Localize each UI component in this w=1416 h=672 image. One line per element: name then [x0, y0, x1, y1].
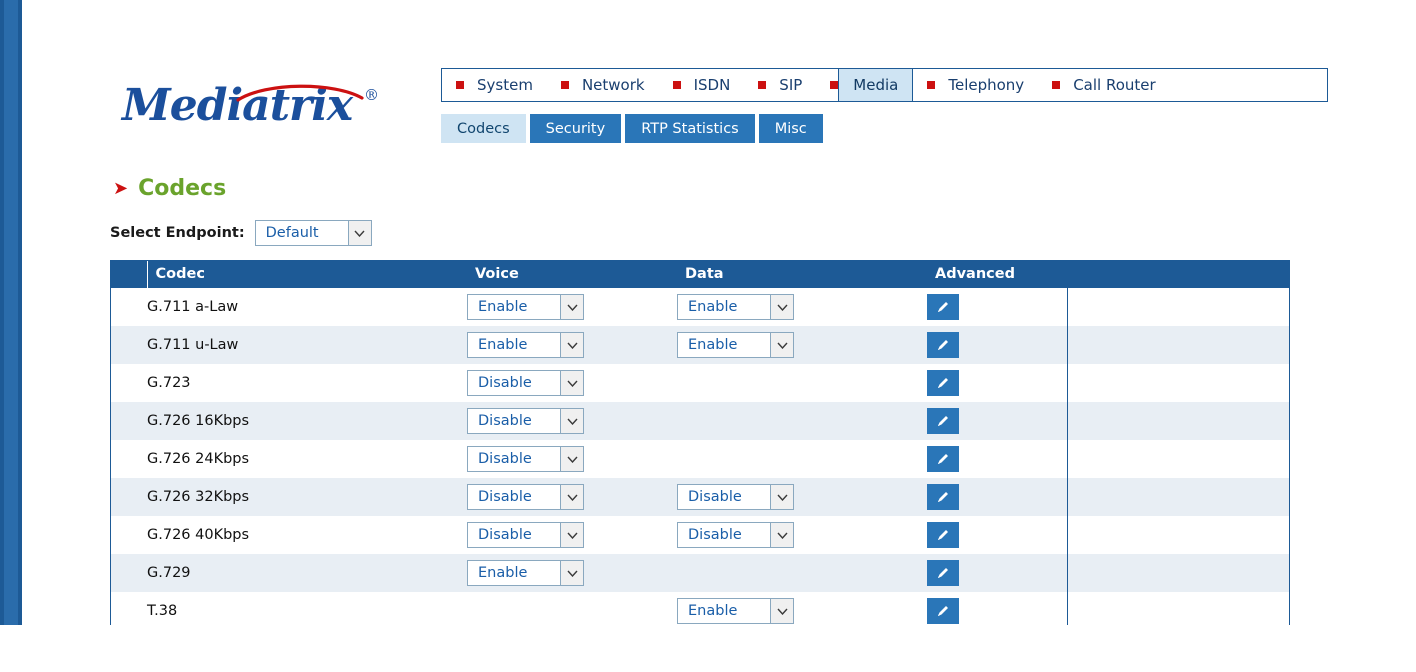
voice-cell [467, 364, 677, 402]
nav-item-system[interactable] [442, 69, 547, 101]
pencil-icon[interactable] [927, 560, 959, 586]
row-tail [1067, 516, 1289, 554]
tab-label: RTP Statistics [641, 120, 739, 137]
table-header-spacer [111, 261, 147, 288]
page-title-row [113, 176, 226, 201]
codec-name: G.726 32Kbps [147, 489, 250, 505]
voice-select-value: Enable [478, 337, 528, 353]
codec-name: G.723 [147, 375, 191, 391]
voice-select-value: Enable [478, 299, 528, 315]
tab-codecs[interactable] [441, 114, 526, 143]
data-select-value: Disable [688, 527, 742, 543]
nav-item-call-router[interactable] [1038, 69, 1169, 101]
data-select-value: Enable [688, 337, 738, 353]
data-cell [677, 516, 927, 554]
nav-item-isdn[interactable] [659, 69, 745, 101]
nav-item-telephony[interactable] [913, 69, 1038, 101]
voice-select-value: Enable [478, 565, 528, 581]
voice-cell [467, 326, 677, 364]
tab-misc[interactable] [759, 114, 823, 143]
chevron-down-icon[interactable] [770, 295, 793, 319]
pencil-icon[interactable] [927, 446, 959, 472]
advanced-cell [927, 554, 1067, 592]
voice-select-value: Disable [478, 489, 532, 505]
voice-cell [467, 554, 677, 592]
tab-security[interactable] [530, 114, 622, 143]
advanced-cell [927, 326, 1067, 364]
nav-item-label: Call Router [1073, 76, 1156, 94]
advanced-cell [927, 364, 1067, 402]
data-cell-empty [677, 402, 927, 440]
voice-select[interactable] [467, 332, 584, 358]
voice-select-value: Disable [478, 375, 532, 391]
nav-item-label: Telephony [948, 76, 1025, 94]
nav-item-label: System [477, 76, 533, 94]
voice-select[interactable] [467, 484, 584, 510]
advanced-cell [927, 516, 1067, 554]
codecs-table [110, 260, 1290, 631]
tab-label: Codecs [457, 120, 510, 137]
bullet-icon [561, 81, 569, 89]
data-select[interactable] [677, 522, 794, 548]
chevron-down-icon[interactable] [560, 333, 583, 357]
advanced-cell [927, 478, 1067, 516]
advanced-cell [927, 440, 1067, 478]
table-header-tail [1067, 261, 1289, 288]
voice-select[interactable] [467, 560, 584, 586]
endpoint-label: Select Endpoint: [110, 225, 245, 241]
chevron-down-icon[interactable] [348, 221, 371, 245]
table-row [111, 402, 1289, 440]
table-row [111, 554, 1289, 592]
swoosh-icon [236, 80, 364, 102]
table-header-voice: Voice [467, 261, 677, 288]
row-spacer [111, 402, 147, 440]
pencil-icon[interactable] [927, 294, 959, 320]
chevron-down-icon[interactable] [770, 333, 793, 357]
nav-bullet-before-media [816, 69, 838, 101]
chevron-down-icon[interactable] [560, 523, 583, 547]
brand-logo [118, 62, 418, 142]
bullet-icon [456, 81, 464, 89]
data-cell [677, 326, 927, 364]
voice-cell [467, 288, 677, 326]
data-select[interactable] [677, 332, 794, 358]
data-cell [677, 478, 927, 516]
tab-label: Misc [774, 120, 807, 137]
page-title: Codecs [138, 176, 227, 201]
pencil-icon[interactable] [927, 408, 959, 434]
codec-name: G.726 40Kbps [147, 527, 250, 543]
nav-item-network[interactable] [547, 69, 659, 101]
chevron-down-icon[interactable] [560, 371, 583, 395]
row-spacer [111, 326, 147, 364]
chevron-down-icon[interactable] [560, 409, 583, 433]
advanced-cell [927, 288, 1067, 326]
voice-cell [467, 478, 677, 516]
nav-item-label: Media [853, 76, 899, 94]
endpoint-selector-row [110, 220, 372, 246]
data-select[interactable] [677, 294, 794, 320]
codec-name: G.711 u-Law [147, 337, 239, 353]
table-row [111, 516, 1289, 554]
table-header-data: Data [677, 261, 927, 288]
endpoint-select[interactable] [255, 220, 372, 246]
pencil-icon[interactable] [927, 598, 959, 624]
codec-name: T.38 [147, 603, 178, 619]
table-row [111, 326, 1289, 364]
table-header-codec: Codec [147, 261, 467, 288]
codec-name: G.729 [147, 565, 191, 581]
chevron-down-icon[interactable] [560, 447, 583, 471]
chevron-down-icon[interactable] [770, 599, 793, 623]
bullet-icon [1052, 81, 1060, 89]
row-tail [1067, 326, 1289, 364]
sub-navigation [441, 114, 823, 143]
row-spacer [111, 516, 147, 554]
data-select-value: Enable [688, 603, 738, 619]
table-body [111, 288, 1289, 630]
voice-select[interactable] [467, 294, 584, 320]
table-row [111, 478, 1289, 516]
table-row [111, 364, 1289, 402]
data-select-value: Disable [688, 489, 742, 505]
row-tail [1067, 402, 1289, 440]
row-tail [1067, 554, 1289, 592]
chevron-down-icon[interactable] [770, 485, 793, 509]
row-tail [1067, 440, 1289, 478]
tab-rtp-statistics[interactable] [625, 114, 755, 143]
table-row [111, 440, 1289, 478]
bullet-icon [758, 81, 766, 89]
row-spacer [111, 554, 147, 592]
main-navigation [441, 68, 1328, 102]
row-tail [1067, 478, 1289, 516]
row-tail [1067, 288, 1289, 326]
data-cell-empty [677, 440, 927, 478]
chevron-down-icon[interactable] [560, 561, 583, 585]
pencil-icon[interactable] [927, 370, 959, 396]
row-spacer [111, 478, 147, 516]
nav-item-label: ISDN [693, 76, 731, 94]
chevron-down-icon[interactable] [560, 485, 583, 509]
nav-item-label: SIP [779, 76, 803, 94]
voice-select-value: Disable [478, 527, 532, 543]
codec-name: G.711 a-Law [147, 299, 239, 315]
codec-name: G.726 24Kbps [147, 451, 250, 467]
pencil-icon[interactable] [927, 522, 959, 548]
voice-select[interactable] [467, 370, 584, 396]
voice-cell [467, 440, 677, 478]
chevron-down-icon[interactable] [770, 523, 793, 547]
tab-label: Security [545, 120, 606, 137]
row-spacer [111, 364, 147, 402]
voice-select-value: Disable [478, 413, 532, 429]
data-select[interactable] [677, 598, 794, 624]
page-bottom-crop [0, 625, 1416, 672]
codec-name: G.726 16Kbps [147, 413, 250, 429]
registered-mark: ® [364, 86, 379, 104]
data-cell-empty [677, 554, 927, 592]
bullet-icon [673, 81, 681, 89]
row-spacer [111, 288, 147, 326]
table-row [111, 288, 1289, 326]
left-decorative-rail [0, 0, 22, 672]
advanced-cell [927, 402, 1067, 440]
arrow-icon: ➤ [113, 177, 129, 199]
row-tail [1067, 364, 1289, 402]
nav-item-media[interactable] [838, 69, 913, 101]
table-header-advanced: Advanced [927, 261, 1067, 288]
voice-select[interactable] [467, 446, 584, 472]
bullet-icon [927, 81, 935, 89]
voice-select[interactable] [467, 408, 584, 434]
nav-item-label: Network [581, 76, 645, 94]
pencil-icon[interactable] [927, 484, 959, 510]
data-cell-empty [677, 364, 927, 402]
table-header-row [111, 261, 1289, 288]
data-select-value: Enable [688, 299, 738, 315]
voice-cell [467, 402, 677, 440]
data-select[interactable] [677, 484, 794, 510]
voice-cell [467, 516, 677, 554]
pencil-icon[interactable] [927, 332, 959, 358]
data-cell [677, 288, 927, 326]
row-spacer [111, 440, 147, 478]
voice-select-value: Disable [478, 451, 532, 467]
brand-name: Mediatrix [122, 80, 353, 131]
bullet-icon [830, 81, 838, 89]
voice-select[interactable] [467, 522, 584, 548]
endpoint-select-value: Default [265, 225, 319, 241]
chevron-down-icon[interactable] [560, 295, 583, 319]
left-rail-inner [4, 0, 18, 672]
nav-item-sip[interactable] [744, 69, 816, 101]
